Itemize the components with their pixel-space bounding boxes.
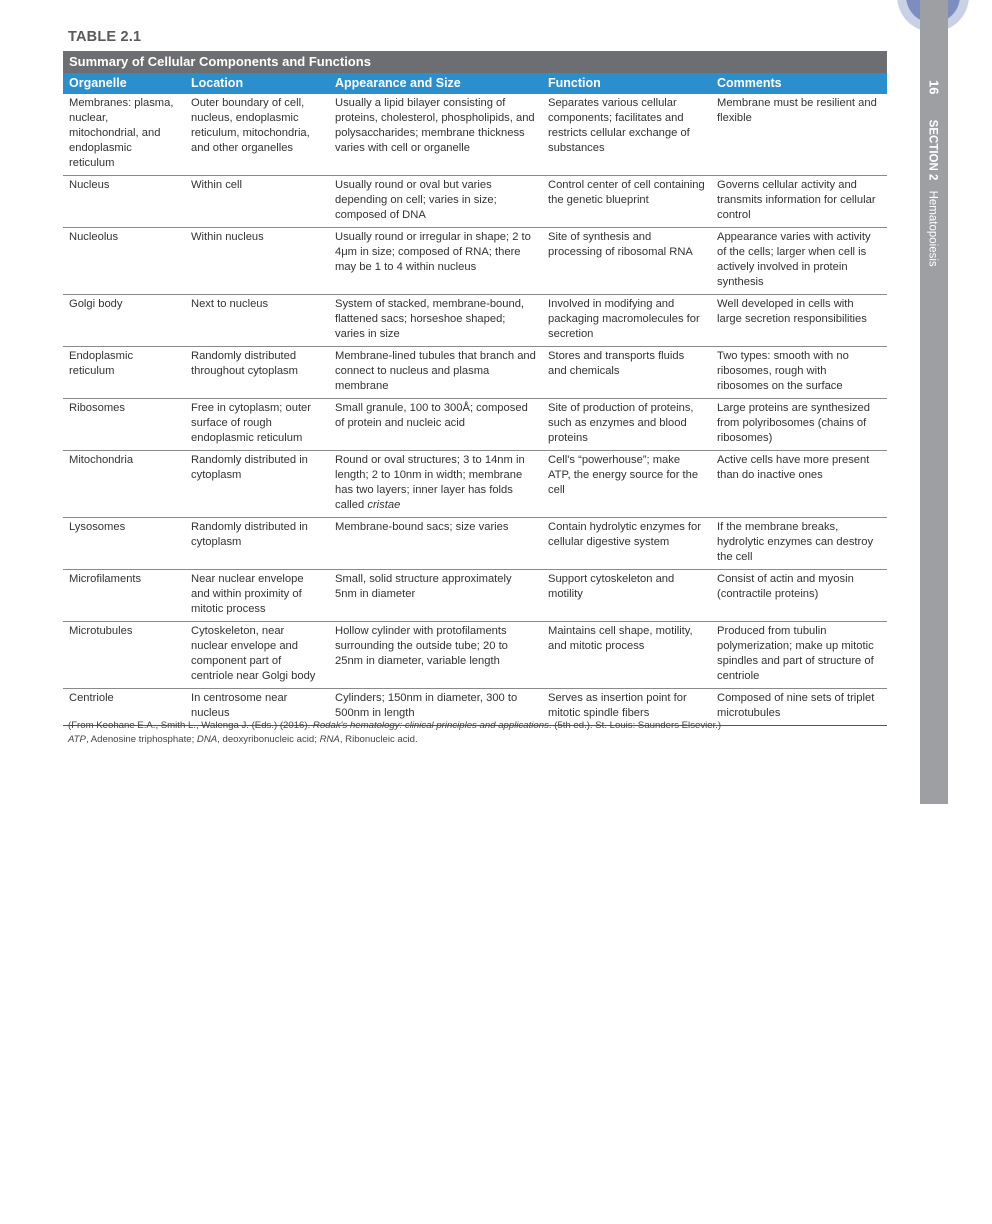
cell-location: Near nuclear envelope and within proximity of mitotic process (185, 570, 329, 622)
cell-function: Involved in modifying and packaging macromolecules for secretion (542, 295, 711, 347)
cell-appearance: Membrane-bound sacs; size varies (329, 518, 542, 570)
cell-function: Cell's “powerhouse”; make ATP, the energy source for the cell (542, 451, 711, 518)
abbr-term: RNA (319, 734, 340, 745)
cell-function: Separates various cellular components; facilitates and restricts cellular exchange of substances (542, 94, 711, 176)
cell-comments: Produced from tubulin polymerization; make up mitotic spindles and part of structure of centriole (711, 622, 887, 689)
table-row (63, 176, 887, 228)
cell-location: In centrosome near nucleus (185, 689, 329, 726)
cell-function: Site of production of proteins, such as enzymes and blood proteins (542, 399, 711, 451)
cell-appearance: Cylinders; 150nm in diameter, 300 to 500nm in length (329, 689, 542, 726)
cell-comments: Well developed in cells with large secretion responsibilities (711, 295, 887, 347)
cell-comments: If the membrane breaks, hydrolytic enzymes can destroy the cell (711, 518, 887, 570)
cell-location: Cytoskeleton, near nuclear envelope and component part of centriole near Golgi body (185, 622, 329, 689)
cell-function: Site of synthesis and processing of ribosomal RNA (542, 228, 711, 295)
column-header-organelle: Organelle (63, 73, 185, 94)
cell-function: Stores and transports fluids and chemicals (542, 347, 711, 399)
citation-book-title: Rodak's hematology: clinical principles and applications (312, 720, 549, 731)
table-row (63, 451, 887, 518)
table-row (63, 347, 887, 399)
cell-comments: Two types: smooth with no ribosomes, rough with ribosomes on the surface (711, 347, 887, 399)
cell-location: Randomly distributed throughout cytoplasm (185, 347, 329, 399)
cell-appearance: Hollow cylinder with protofilaments surrounding the outside tube; 20 to 25nm in diameter, variable length (329, 622, 542, 689)
cell-function: Contain hydrolytic enzymes for cellular digestive system (542, 518, 711, 570)
cell-function: Control center of cell containing the genetic blueprint (542, 176, 711, 228)
cell-appearance: Small granule, 100 to 300Å; composed of protein and nucleic acid (329, 399, 542, 451)
column-header-appearance: Appearance and Size (329, 73, 542, 94)
column-header-comments: Comments (711, 73, 887, 94)
page-number: 16 (926, 80, 942, 95)
cell-organelle: Nucleus (63, 176, 185, 228)
cell-location: Outer boundary of cell, nucleus, endoplasmic reticulum, mitochondria, and other organelles (185, 94, 329, 176)
cell-location: Within nucleus (185, 228, 329, 295)
cell-location: Randomly distributed in cytoplasm (185, 451, 329, 518)
table-row (63, 570, 887, 622)
cell-appearance: Small, solid structure approximately 5nm in diameter (329, 570, 542, 622)
cell-organelle: Microtubules (63, 622, 185, 689)
table-source-note (68, 719, 888, 747)
table-row (63, 295, 887, 347)
cell-comments: Active cells have more present than do inactive ones (711, 451, 887, 518)
cell-comments: Membrane must be resilient and flexible (711, 94, 887, 176)
abbr-definition: , Ribonucleic acid. (339, 734, 418, 745)
table-row (63, 622, 887, 689)
cell-function: Serves as insertion point for mitotic spindle fibers (542, 689, 711, 726)
cell-appearance: System of stacked, membrane-bound, flattened sacs; horseshoe shaped; varies in size (329, 295, 542, 347)
table-row (63, 399, 887, 451)
table-label: TABLE 2.1 (68, 29, 142, 45)
abbr-term: ATP (68, 734, 86, 745)
citation-suffix: . (5th ed.). St. Louis: Saunders Elsevier.) (548, 720, 722, 731)
cell-location: Free in cytoplasm; outer surface of rough endoplasmic reticulum (185, 399, 329, 451)
cell-comments: Large proteins are synthesized from polyribosomes (chains of ribosomes) (711, 399, 887, 451)
cell-organelle: Nucleolus (63, 228, 185, 295)
cell-appearance: Membrane-lined tubules that branch and connect to nucleus and plasma membrane (329, 347, 542, 399)
section-number: SECTION 2 (926, 119, 939, 181)
column-header-function: Function (542, 73, 711, 94)
cellular-components-table (63, 73, 887, 726)
cell-appearance: Usually round or oval but varies depending on cell; varies in size; composed of DNA (329, 176, 542, 228)
cell-comments: Appearance varies with activity of the cells; larger when cell is actively involved in protein synthesis (711, 228, 887, 295)
side-tab-text (927, 80, 942, 267)
cell-function: Maintains cell shape, motility, and mitotic process (542, 622, 711, 689)
cell-organelle: Golgi body (63, 295, 185, 347)
table-header-row (63, 73, 887, 94)
cell-organelle: Endoplasmic reticulum (63, 347, 185, 399)
cell-location: Randomly distributed in cytoplasm (185, 518, 329, 570)
cell-organelle: Lysosomes (63, 518, 185, 570)
cell-comments: Governs cellular activity and transmits information for cellular control (711, 176, 887, 228)
cell-comments: Consist of actin and myosin (contractile proteins) (711, 570, 887, 622)
section-title: Hematopoiesis (926, 190, 939, 267)
abbr-definition: , deoxyribonucleic acid; (217, 734, 320, 745)
column-header-location: Location (185, 73, 329, 94)
cell-comments: Composed of nine sets of triplet microtubules (711, 689, 887, 726)
cell-appearance: Round or oval structures; 3 to 14nm in length; 2 to 10nm in width; membrane has two layers; inner layer has folds called cristae (329, 451, 542, 518)
cell-organelle: Mitochondria (63, 451, 185, 518)
citation-line (68, 719, 888, 733)
table-row (63, 228, 887, 295)
citation-prefix: (From Keohane E.A., Smith L., Walenga J. (Eds.) (2016). (68, 720, 313, 731)
cell-organelle: Microfilaments (63, 570, 185, 622)
cell-location: Within cell (185, 176, 329, 228)
table-row (63, 94, 887, 176)
cell-organelle: Centriole (63, 689, 185, 726)
cell-appearance: Usually round or irregular in shape; 2 to 4μm in size; composed of RNA; there may be 1 to 4 within nucleus (329, 228, 542, 295)
cell-organelle: Membranes: plasma, nuclear, mitochondrial, and endoplasmic reticulum (63, 94, 185, 176)
table-container (63, 51, 887, 726)
cell-appearance: Usually a lipid bilayer consisting of proteins, cholesterol, phospholipids, and polysaccharides; membrane thickness varies with cell or organelle (329, 94, 542, 176)
abbreviations-line (68, 733, 888, 747)
cell-function: Support cytoskeleton and motility (542, 570, 711, 622)
abbr-term: DNA (196, 734, 218, 745)
abbr-definition: , Adenosine triphosphate; (85, 734, 197, 745)
cell-location: Next to nucleus (185, 295, 329, 347)
table-title: Summary of Cellular Components and Functions (63, 51, 887, 73)
table-row (63, 518, 887, 570)
cell-organelle: Ribosomes (63, 399, 185, 451)
